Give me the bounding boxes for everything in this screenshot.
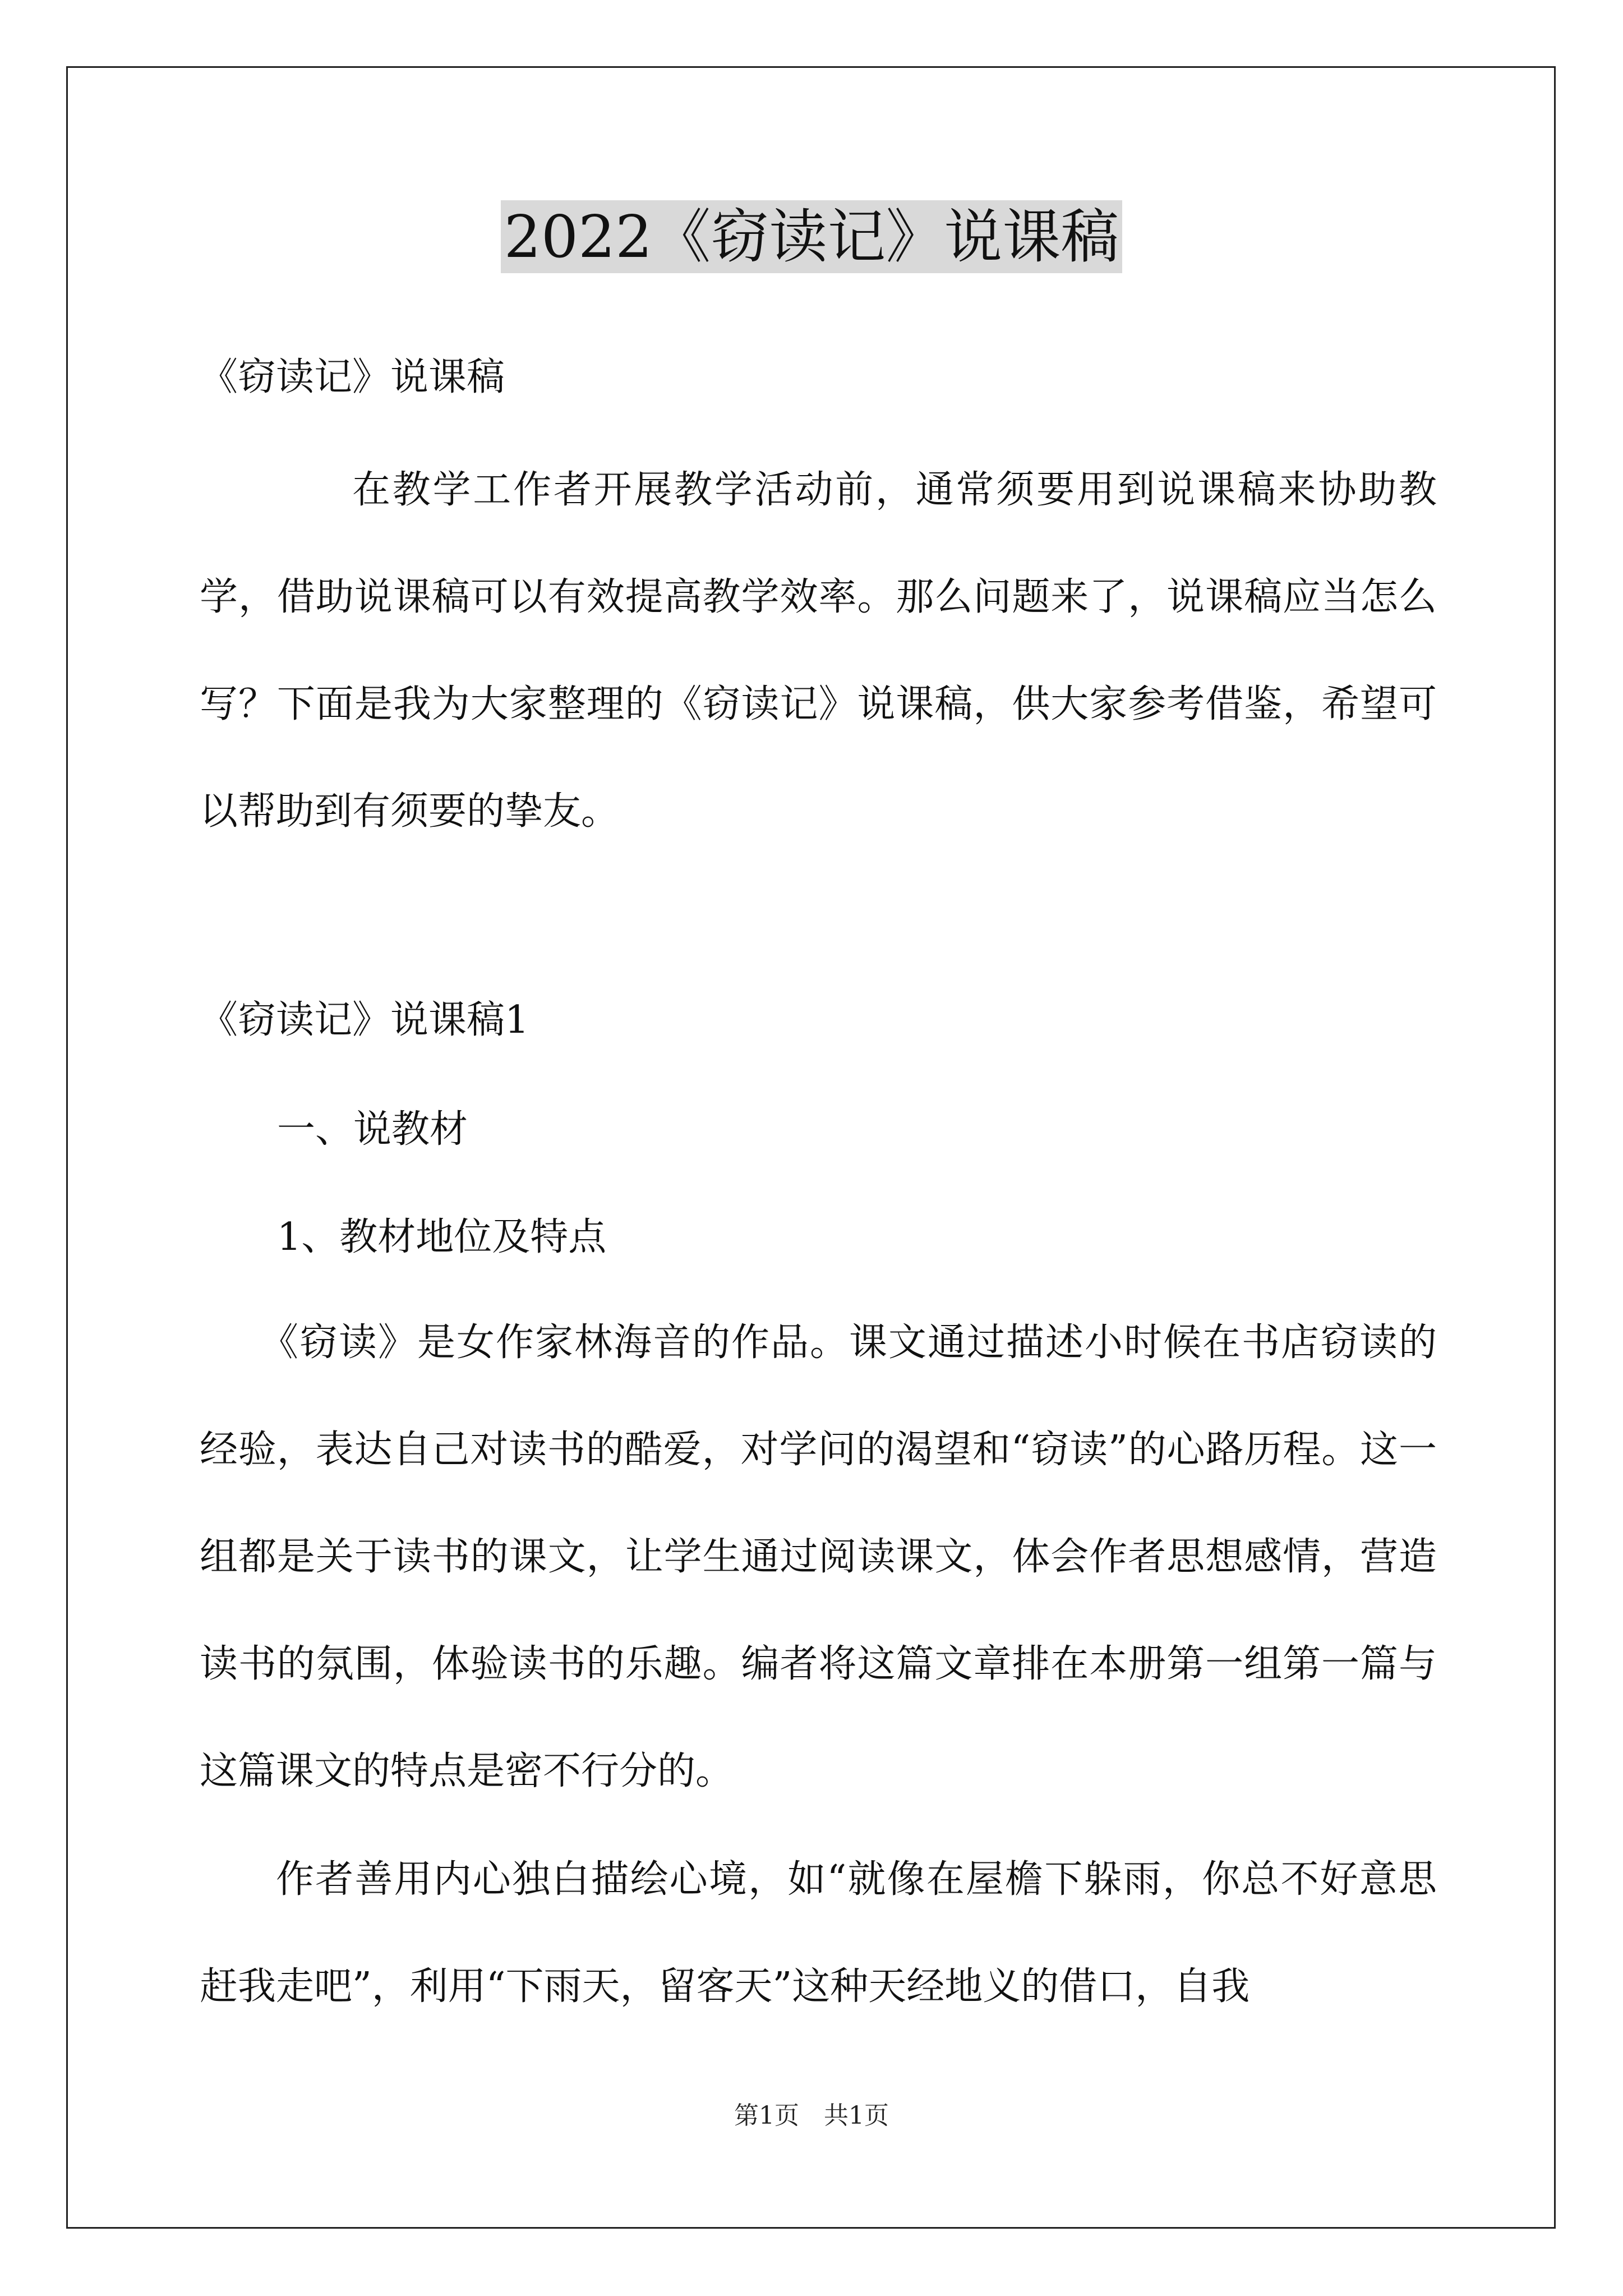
intro-paragraph: 在教学工作者开展教学活动前，通常须要用到说课稿来协助教学，借助说课稿可以有效提高教学效率。那么问题来了，说课稿应当怎么写？下面是我为大家整理的《窃读记》说课稿，供大家参考借鉴，希望可以帮助到有须要的挚友。 (200, 468, 1437, 834)
subtitle: 《窃读记》说课稿 (200, 355, 505, 399)
document-title (0, 197, 1623, 276)
body-paragraph-1: 《窃读》是女作家林海音的作品。课文通过描述小时候在书店窃读的经验，表达自己对读书的酷爱，对学问的渴望和“窃读”的心路历程。这一组都是关于读书的课文，让学生通过阅读课文，体会作者思想感情，营造读书的氛围，体验读书的乐趣。编者将这篇文章排在本册第一组第一篇与这篇课文的特点是密不行分的。 (200, 1320, 1437, 1793)
heading-position-features: 1、教材地位及特点 (277, 1215, 607, 1259)
section-title: 《窃读记》说课稿1 (200, 998, 529, 1042)
body-paragraph-2: 作者善用内心独白描绘心境，如“就像在屋檐下躲雨，你总不好意思赶我走吧”，利用“下雨天，留客天”这种天经地义的借口，自我 (200, 1857, 1437, 2009)
page-footer: 第1页 共1页 (734, 2101, 889, 2130)
heading-teaching-material: 一、说教材 (277, 1107, 468, 1152)
document-title-text: 2022《窃读记》说课稿 (501, 200, 1123, 273)
